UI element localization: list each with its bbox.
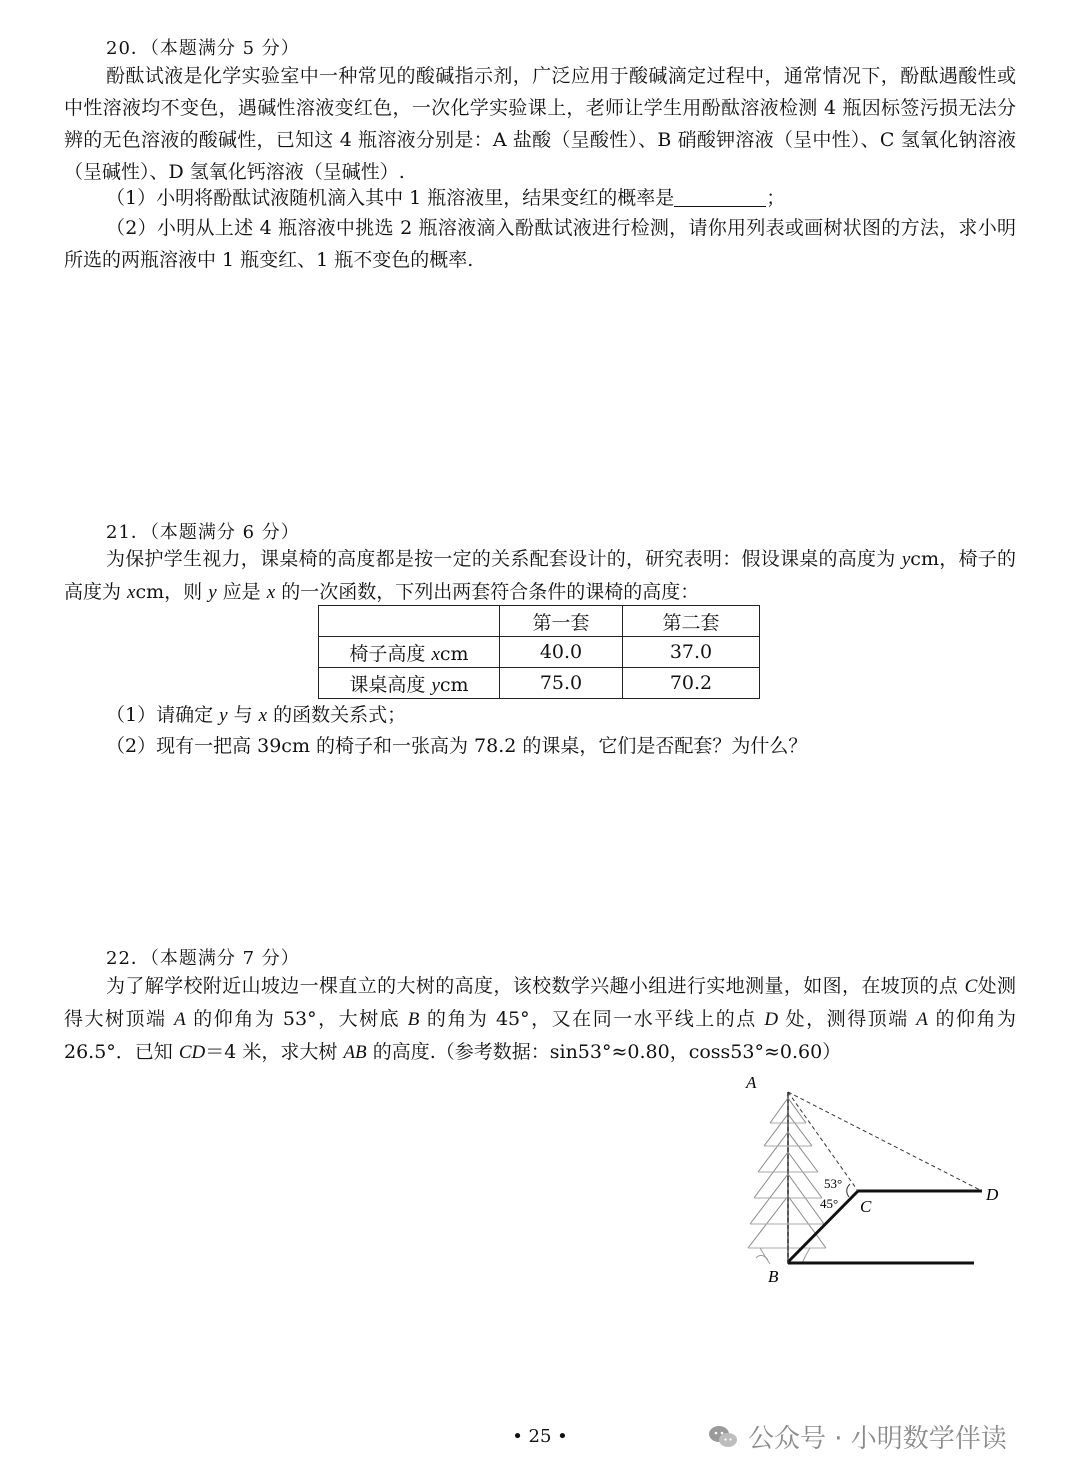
page-number: • 25 • xyxy=(512,1426,568,1447)
angle-53-label: 53° xyxy=(824,1176,843,1191)
angle-arc xyxy=(847,1184,850,1197)
q20-part1 xyxy=(106,182,1016,214)
label-A: A xyxy=(746,1073,757,1092)
table-cell: 37.0 xyxy=(623,637,760,668)
tree-icon xyxy=(748,1092,826,1264)
q21-part1-b: 与 xyxy=(227,704,259,726)
var-x: x xyxy=(127,582,136,603)
watermark xyxy=(708,1418,1007,1455)
answer-blank xyxy=(674,186,766,207)
q20-title: 20．（本题满分 5 分） xyxy=(106,38,300,59)
row-label-desk xyxy=(319,668,500,699)
q21-part2: （2）现有一把高 39cm 的椅子和一张高为 78.2 的课桌，它们是否配套？为什么？ xyxy=(106,735,808,757)
q20-stem-text: 酚酞试液是化学实验室中一种常见的酸碱指示剂，广泛应用于酸碱滴定过程中，通常情况下，酚酞遇酸性或中性溶液均不变色，遇碱性溶液变红色，一次化学实验课上，老师让学生用酚酞溶液检测 4 瓶因标签污损无法分辨的无色溶液的酸碱性，已知这 4 瓶溶液分别是：A 盐酸（呈酸性）、B 硝酸钾溶液（呈中性）、C 氢氧化钠溶液（呈碱性）、D 氢氧化钙溶液（呈碱性）. xyxy=(64,65,1016,183)
q21-part1-c: 的函数关系式； xyxy=(267,704,407,726)
q21-stem-c: cm，则 xyxy=(135,581,209,603)
var-y: y xyxy=(901,549,911,570)
q21-part1-a: （1）请确定 xyxy=(106,704,220,726)
segment-CD: CD xyxy=(178,1042,206,1063)
unit-text: cm xyxy=(439,673,469,696)
watermark-text: 公众号 · 小明数学伴读 xyxy=(748,1424,1007,1454)
table-row xyxy=(319,668,760,699)
q21-part1 xyxy=(106,699,1016,732)
label-D: D xyxy=(986,1185,999,1204)
sight-lines xyxy=(788,1092,982,1263)
q21-title: 21．（本题满分 6 分） xyxy=(106,522,300,543)
q21-stem-b: cm，椅子的高度为 xyxy=(64,548,1016,603)
table-header-cell: 第二套 xyxy=(623,606,760,637)
q22-s3: 的仰角为 53°，大树底 xyxy=(185,1008,408,1030)
q22-title: 22．（本题满分 7 分） xyxy=(106,948,300,969)
var-x: x xyxy=(431,643,440,665)
point-C: C xyxy=(964,976,978,997)
geometry-lines xyxy=(788,1191,982,1263)
angle-45-label: 45° xyxy=(820,1196,839,1211)
table-header-cell xyxy=(319,606,500,637)
unit-text: cm xyxy=(439,642,469,665)
table-cell: 40.0 xyxy=(500,637,623,668)
q22-stem xyxy=(64,970,1016,1069)
q22-s1: 为了解学校附近山坡边一棵直立的大树的高度，该校数学兴趣小组进行实地测量，如图，在坡顶的点 xyxy=(106,975,965,997)
q20-part2-text: （2）小明从上述 4 瓶溶液中挑选 2 瓶溶液滴入酚酞试液进行检测，请你用列表或画树状图的方法，求小明所选的两瓶溶液中 1 瓶变红、1 瓶不变色的概率. xyxy=(64,217,1016,271)
point-A: A xyxy=(916,1009,928,1030)
point-A: A xyxy=(174,1009,186,1030)
label-text: 椅子高度 xyxy=(349,642,432,665)
table-cell: 75.0 xyxy=(500,668,623,699)
table-cell: 70.2 xyxy=(623,668,760,699)
q20-part1-text: （1）小明将酚酞试液随机滴入其中 1 瓶溶液里，结果变红的概率是 xyxy=(106,187,675,209)
label-C: C xyxy=(860,1197,872,1216)
q22-s5: 处，测得顶端 xyxy=(778,1008,917,1030)
q20-stem xyxy=(64,60,1016,188)
segment-AB: AB xyxy=(343,1042,367,1063)
label-text: 课桌高度 xyxy=(349,673,432,696)
q21-stem xyxy=(64,543,1016,609)
q22-s8: 的高度.（参考数据：sin53°≈0.80，coss53°≈0.60） xyxy=(366,1041,842,1063)
q22-stem-text xyxy=(64,970,1016,1069)
q21-stem-d: 应是 xyxy=(216,581,267,603)
var-y: y xyxy=(431,674,440,696)
q22-s7: ＝4 米，求大树 xyxy=(205,1041,344,1063)
var-y: y xyxy=(219,705,228,726)
q20-part2 xyxy=(64,212,1016,276)
table-header-cell: 第一套 xyxy=(500,606,623,637)
table-row xyxy=(319,637,760,668)
wechat-icon xyxy=(708,1424,738,1450)
tree-slope-figure xyxy=(740,1068,1020,1290)
q21-stem-a: 为保护学生视力，课桌椅的高度都是按一定的关系配套设计的，研究表明：假设课桌的高度为 xyxy=(106,548,902,570)
q21-stem-e: 的一次函数，下列出两套符合条件的课椅的高度： xyxy=(275,581,700,603)
table-header-row xyxy=(319,606,760,637)
row-label-chair xyxy=(319,637,500,668)
point-B: B xyxy=(407,1009,420,1030)
q22-s2: 处测得大树顶端 xyxy=(64,975,1016,1030)
height-table xyxy=(318,605,760,699)
q22-s6: 的仰角为 26.5°．已知 xyxy=(64,1008,1017,1063)
var-x: x xyxy=(258,705,268,726)
var-y: y xyxy=(208,582,217,603)
label-B: B xyxy=(768,1267,779,1286)
q21-stem-text xyxy=(64,543,1016,609)
var-x: x xyxy=(266,582,276,603)
q20-part1-end: ； xyxy=(766,187,786,209)
point-D: D xyxy=(764,1009,779,1030)
q22-s4: 的角为 45°，又在同一水平线上的点 xyxy=(419,1008,765,1030)
